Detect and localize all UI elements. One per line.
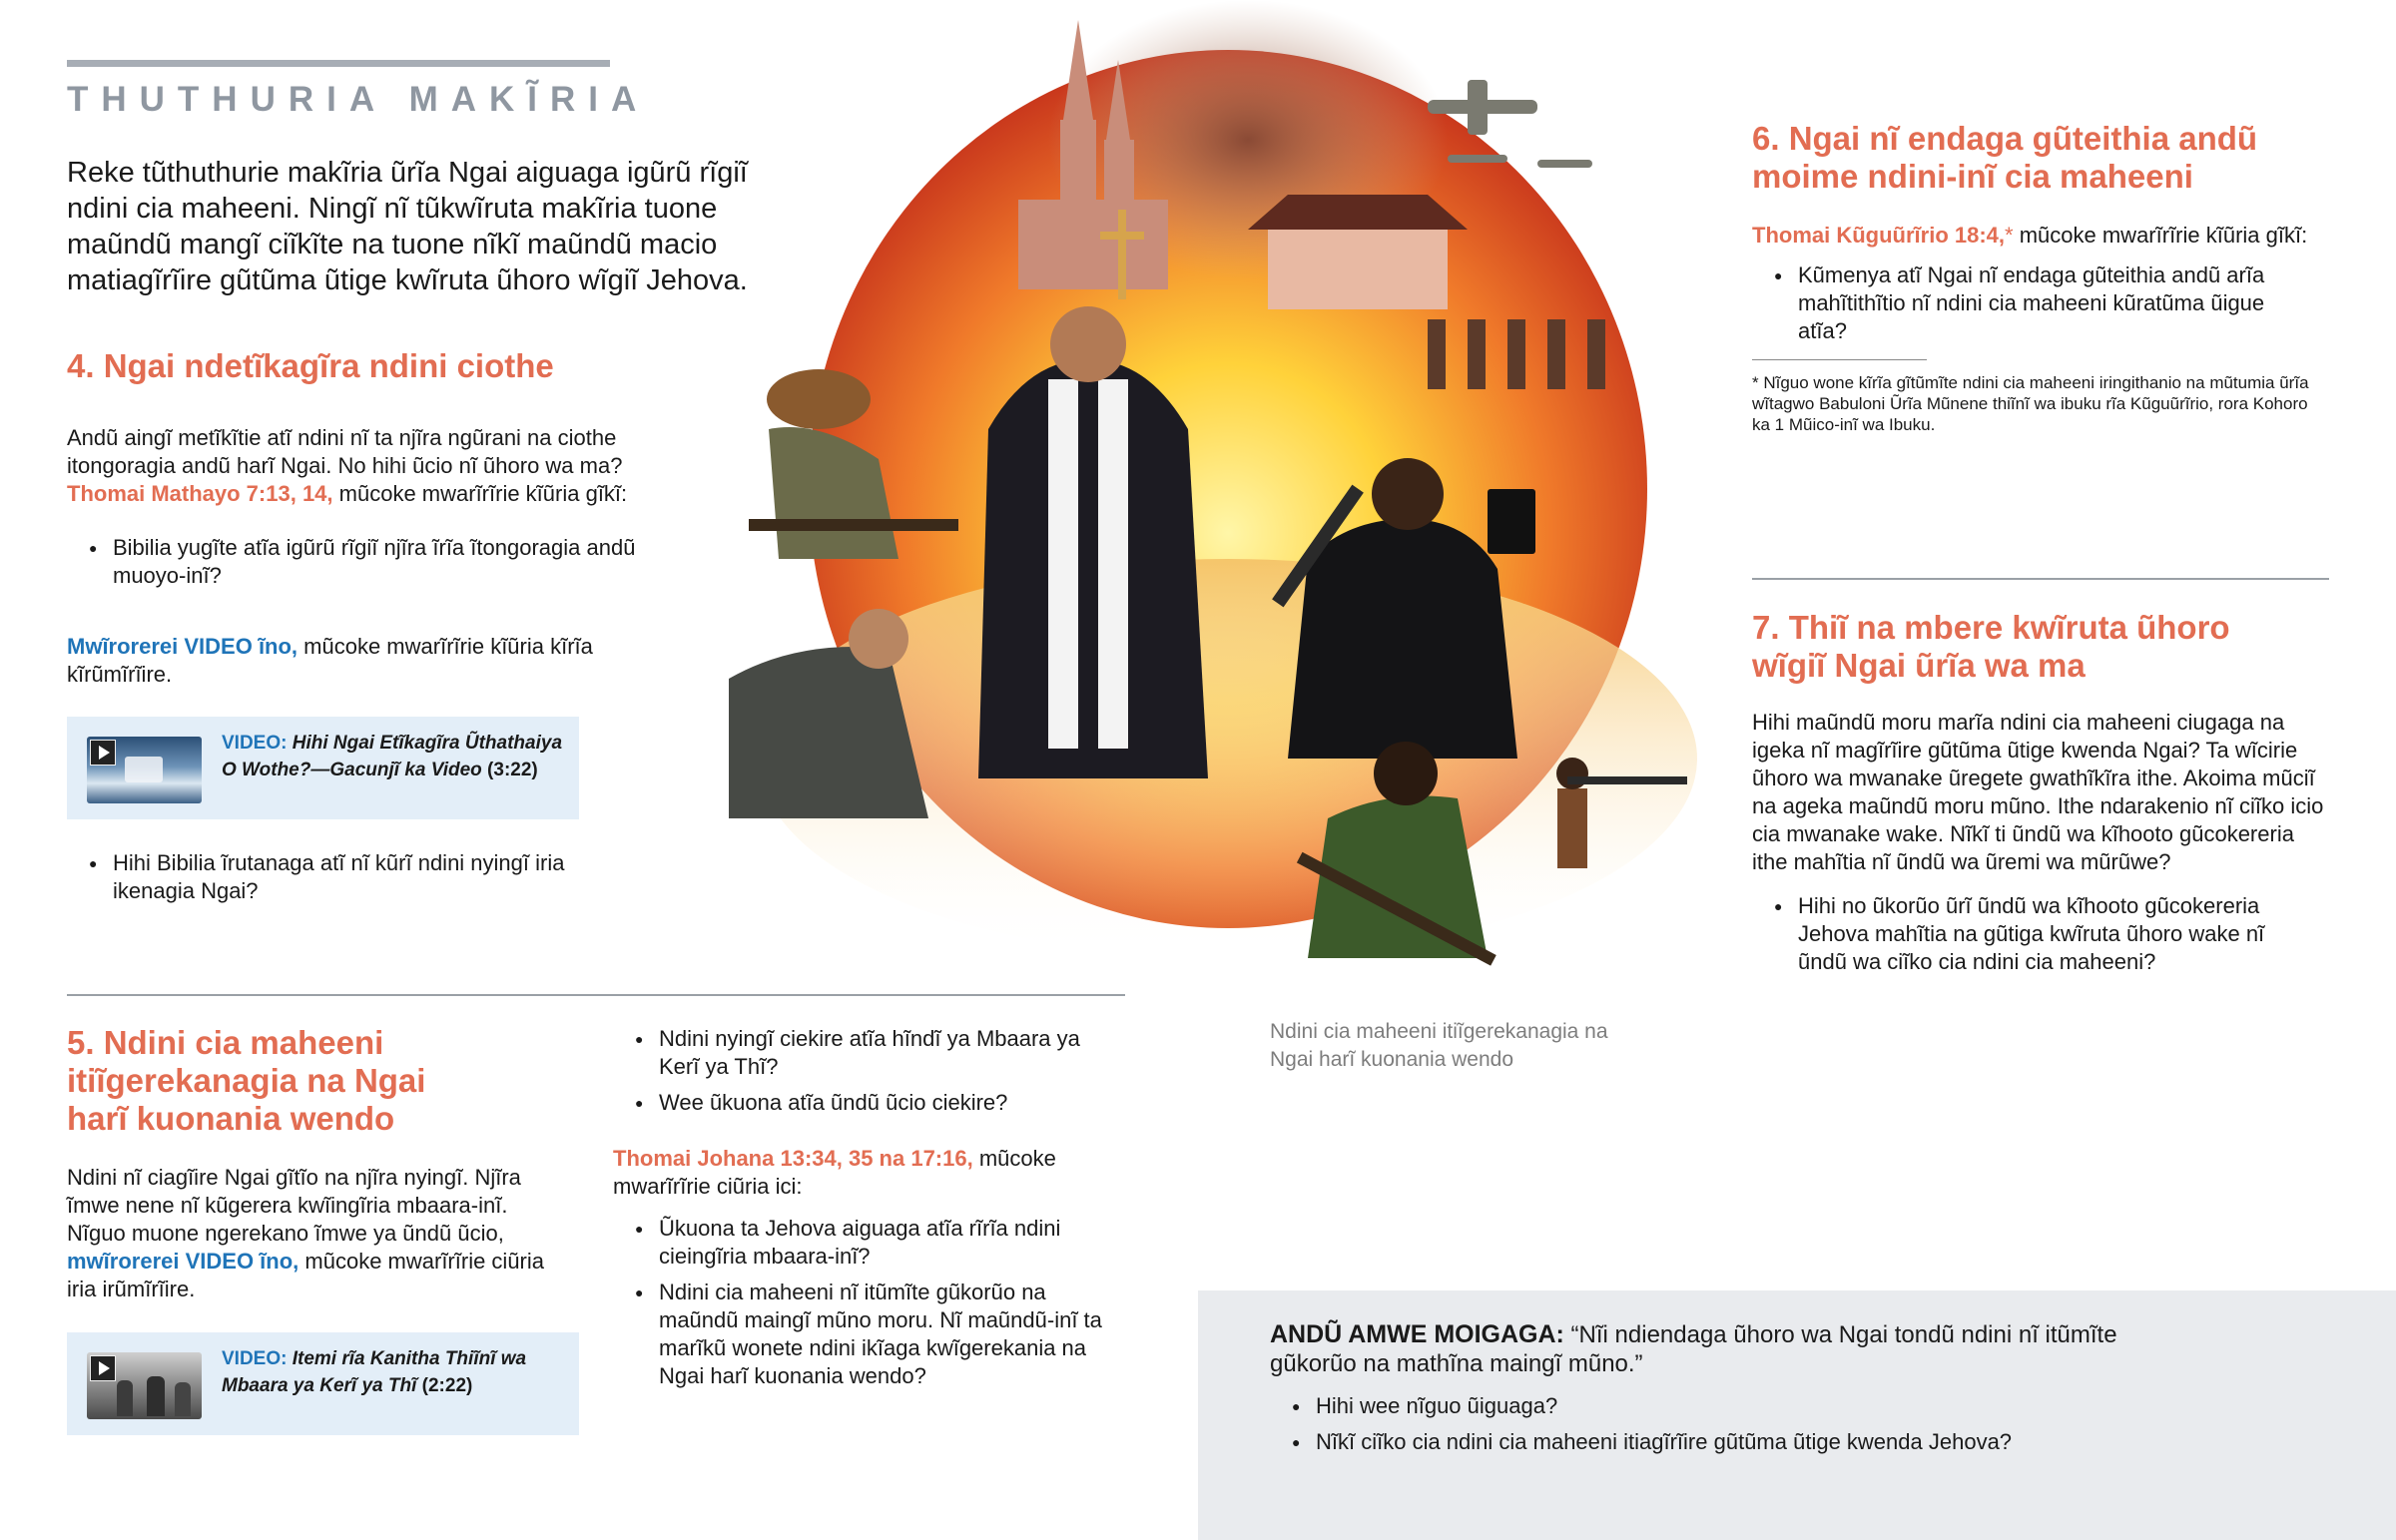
note-bullet-1: ● Hihi wee nĩguo ũiguaga? (1270, 1392, 2168, 1420)
section5-p1: Ndini nĩ ciagĩire Ngai gĩtĩo na njĩra nyingĩ. Njĩra ĩmwe nene nĩ kũgerera kwĩingĩria mbaara-inĩ. Nĩguo muone ngerekano ĩmwe ya ũndũ ũcio, (67, 1165, 521, 1246)
section6-bullet-1: ● Kũmenya atĩ Ngai nĩ endaga gũteithia andũ arĩa mahĩtithĩtio nĩ ndini cia maheeni kũratũma ũigue atĩa? (1752, 261, 2311, 345)
section5-title-line2: itiĩgerekanagia na Ngai (67, 1062, 426, 1099)
note-box (1198, 1290, 2396, 1540)
section5-col2-bullet-4: ● Ndini cia maheeni nĩ itũmĩte gũkorũo na maũndũ maingĩ mũno moru. Nĩ maũndũ-inĩ ta marĩkũ wonete ndini ikĩaga kwĩgerekania na Ngai harĩ kuonania wendo? (613, 1279, 1112, 1390)
note-bullet-2: ● Nĩkĩ ciĩko cia ndini cia maheeni itiagĩrĩire gũtũma ũtige kwenda Jehova? (1270, 1428, 2168, 1456)
section5-video-link[interactable]: mwĩrorerei VIDEO ĩno, (67, 1249, 300, 1274)
section5-title-line3: harĩ kuonania wendo (67, 1100, 395, 1137)
section7-title-line1: 7. Thiĩ na mbere kwĩruta ũhoro (1752, 609, 2230, 646)
video-title-2: Itemi rĩa Kanitha Thiĩnĩ wa Mbaara ya Kerĩ ya Thĩ (222, 1348, 527, 1396)
section6-ref-line (1752, 222, 2351, 250)
section6-bullets (1752, 261, 2311, 353)
section-label: THUTHURIA MAKĨRIA (67, 80, 650, 119)
video-label: VIDEO: (222, 1348, 288, 1369)
section4-ref-after: mũcoke mwarĩrĩrie kĩũria gĩkĩ: (332, 481, 628, 506)
war-religion-illustration (689, 0, 1757, 998)
section4-bullet-2: ● Hihi Bibilia ĩrutanaga atĩ nĩ kũrĩ ndini nyingĩ iria ikenagia Ngai? (67, 849, 606, 905)
footnote-marker[interactable]: * (2005, 223, 2014, 248)
soldier-graphic (147, 1376, 165, 1416)
section7-bullet-1: ● Hihi no ũkorũo ũrĩ ũndũ wa kĩhooto gũcokereria Jehova mahĩtia na gũtiga kwĩruta ũhoro wake nĩ ũndũ wa ciĩko cia ndini cia maheeni? (1752, 892, 2311, 976)
section7-bullets (1752, 892, 2311, 984)
video-card-1[interactable] (67, 717, 579, 819)
section7-title-line2: wĩgiĩ Ngai ũrĩa wa ma (1752, 647, 2086, 684)
footnote: * Nĩguo wone kĩrĩa gĩtũmĩte ndini cia maheeni iringithanio na mũtumia ũrĩa wĩtagwo Babuloni Ũrĩa Mũnene thiĩnĩ wa ibuku rĩa Kũguũrĩrio, rora Kohoro ka 1 Mũico-inĩ wa Ibuku. (1752, 373, 2309, 434)
video-card-2-text (222, 1345, 579, 1399)
play-icon[interactable] (90, 740, 116, 766)
note-bullets (1270, 1392, 2168, 1464)
section5-col2-bullet-1: ● Ndini nyingĩ ciekire atĩa hĩndĩ ya Mbaara ya Kerĩ ya Thĩ? (613, 1025, 1112, 1081)
top-rule (67, 60, 610, 67)
section5-col2-bullet-2: ● Wee ũkuona atĩa ũndũ ũcio ciekire? (613, 1089, 1112, 1117)
section5-title (67, 1024, 425, 1138)
section4-bullet-1: ● Bibilia yugĩte atĩa igũrũ rĩgiĩ njĩra ĩrĩa ĩtongoragia andũ muoyo-inĩ? (67, 534, 656, 590)
video-card-1-text (222, 730, 579, 783)
video-thumbnail-2[interactable] (87, 1352, 202, 1419)
video-title-1: Hihi Ngai Etĩkagĩra Ũthathaiya O Wothe?—Gacunjĩ ka Video (222, 733, 563, 780)
section7-p1: Hihi maũndũ moru marĩa ndini cia maheeni ciugaga na igeka nĩ magĩrĩire gũtũma ũtige kwenda Ngai? Ta wĩcirie ũhoro wa mwanake ũregete gwathĩkĩra ithe. Akoima mũciĩ na ageka maũndũ moru mũno. Ithe ndarakenio nĩ ciĩko icio cia mwanake wake. Nĩkĩ ti ũndũ wa kĩhooto gũcokereria ithe mahĩtia nĩ ũndũ wa ũremi wa mũrũwe? (1752, 710, 2324, 874)
section5-ref-line (613, 1145, 1112, 1201)
kneeling-soldier-figure (729, 609, 928, 818)
section5-p1-after: mũcoke mwarĩrĩrie ciũria iria irũmĩrĩire. (67, 1249, 544, 1301)
section6-title-line1: 6. Ngai nĩ endaga gũteithia andũ (1752, 120, 2258, 157)
video-card-2[interactable] (67, 1332, 579, 1435)
intro-paragraph: Reke tũthuthurie makĩria ũrĩa Ngai aiguaga igũrũ rĩgiĩ ndini cia maheeni. Ningĩ nĩ tũkwĩruta makĩria tuone maũndũ mangĩ ciĩkĩte na tuone nĩkĩ maũndũ macio matiagĩrĩire gũtũma ũtige kwĩruta ũhoro wĩgiĩ Jehova. (67, 157, 748, 296)
note-text (1270, 1320, 2128, 1378)
section4-p1: Andũ aingĩ metĩkĩtie atĩ ndini nĩ ta njĩra ngũrani na ciothe itongoragia andũ harĩ Ngai. No hihi ũcio nĩ ũhoro wa ma? (67, 425, 623, 478)
video-duration-1: (3:22) (487, 760, 538, 780)
section4-ref-link[interactable]: Thomai Mathayo 7:13, 14, (67, 481, 333, 506)
section7-title (1752, 609, 2230, 685)
video-duration-2: (2:22) (421, 1375, 473, 1396)
section4-bullets-2 (67, 849, 606, 913)
section5-title-line1: 5. Ndini cia maheeni (67, 1024, 384, 1061)
note-quote: “Nĩi ndiendaga ũhoro wa Ngai tondũ ndini nĩ itũmĩte gũkorũo na mathĩna maingĩ mũno.” (1270, 1321, 2117, 1377)
section5-body (67, 1164, 566, 1303)
divider-right (1752, 578, 2329, 580)
section5-col2-bullets-2 (613, 1215, 1112, 1398)
section6-title (1752, 120, 2257, 196)
section5-ref-link[interactable]: Thomai Johana 13:34, 35 na 17:16, (613, 1146, 973, 1171)
section4-video-prompt-after: mũcoke mwarĩrĩrie kĩũria kĩrĩa kĩrũmĩrĩire. (67, 634, 593, 687)
book-graphic (125, 757, 163, 782)
soldier-graphic (117, 1380, 133, 1416)
soldier-graphic (175, 1382, 191, 1416)
section4-body (67, 424, 666, 508)
section4-video-prompt (67, 633, 606, 689)
section6-title-line2: moime ndini-inĩ cia maheeni (1752, 158, 2193, 195)
section5-col2-bullets (613, 1025, 1112, 1125)
section5-ref-after: mũcoke mwarĩrĩrie ciũria ici: (613, 1146, 1056, 1199)
note-label: ANDŨ AMWE MOIGAGA: (1270, 1320, 1564, 1348)
temple-graphic (1248, 195, 1468, 309)
play-icon[interactable] (90, 1355, 116, 1381)
section6-ref-after: mũcoke mwarĩrĩrie kĩũria gĩkĩ: (2013, 223, 2308, 248)
section6-ref-link[interactable]: Thomai Kũguũrĩrio 18:4, (1752, 223, 2006, 248)
video-thumbnail-1[interactable] (87, 737, 202, 803)
video-label: VIDEO: (222, 733, 288, 754)
illustration-caption: Ndini cia maheeni itiĩgerekanagia na Ngai harĩ kuonania wendo (1270, 1020, 1608, 1071)
footnote-rule (1752, 359, 1927, 360)
section4-bullets (67, 534, 656, 598)
section5-col2-bullet-3: ● Ũkuona ta Jehova aiguaga atĩa rĩrĩa ndini cieingĩria mbaara-inĩ? (613, 1215, 1112, 1271)
section4-video-link[interactable]: Mwĩrorerei VIDEO ĩno, (67, 634, 299, 659)
section4-title: 4. Ngai ndetĩkagĩra ndini ciothe (67, 347, 554, 384)
